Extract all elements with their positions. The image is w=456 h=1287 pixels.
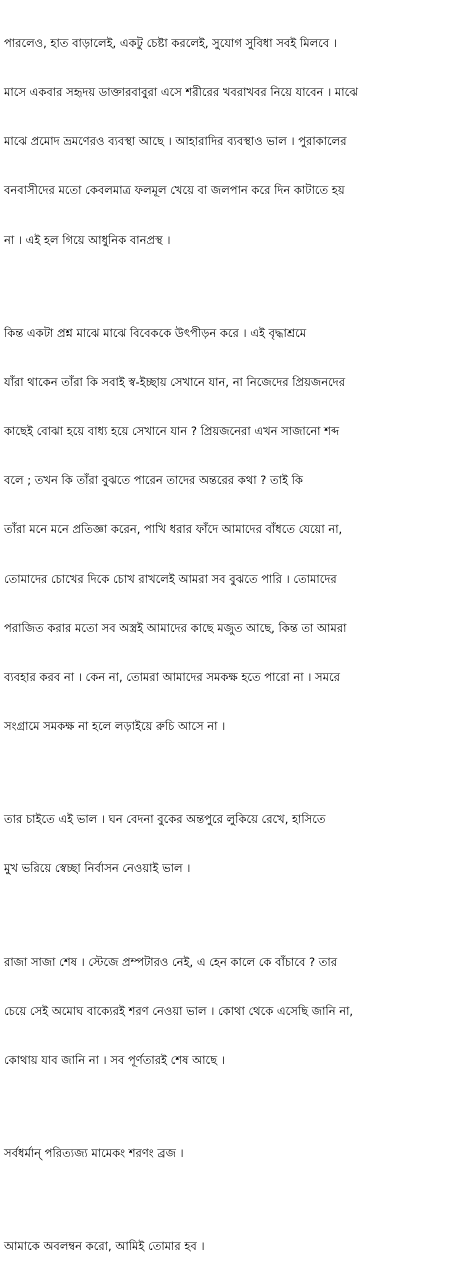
text-line: কিন্ত একটা প্রশ্ন মাঝে মাঝে বিবেককে উৎপীড়ন করে । এই বৃদ্ধাশ্রমে [4, 325, 307, 340]
paragraph-spacer [4, 281, 452, 292]
text-line: মাসে একবার সহৃদয় ডাক্তারবাবুরা এসে শরীরের খবরাখবর নিয়ে যাবেন । মাঝে [4, 85, 358, 100]
paragraph-spacer [4, 767, 452, 778]
text-line: তাঁরা মনে মনে প্রতিজ্ঞা করেন, পাখি ধরার ফাঁদে আমাদের বাঁধতে যেয়ো না, [4, 522, 343, 537]
paragraph-2 [4, 292, 452, 768]
text-line: যাঁরা থাকেন তাঁরা কি সবাই স্ব-ইচ্ছায় সেখানে যান, না নিজেদের প্রিয়জনদের [4, 374, 346, 389]
text-line: সংগ্রামে সমকক্ষ না হলে লড়াইয়ে রুচি আসে না । [4, 719, 226, 734]
text-line: বলে ; তখন কি তাঁরা বুঝতে পারেন তাদের অন্তরের কথা ? তাই কি [4, 473, 303, 488]
text-line: চেয়ে সেই অমোঘ বাক্যেরই শরণ নেওয়া ভাল । কোথা থেকে এসেছি জানি না, [4, 1003, 354, 1018]
paragraph-4 [4, 921, 452, 1101]
paragraph-1 [4, 2, 452, 281]
text-line: রাজা সাজা শেষ । স্টেজে প্রম্পটারও নেই, এ হেন কালে কে বাঁচাবে ? তার [4, 954, 338, 969]
text-line: মুখ ভরিয়ে স্বেচ্ছা নির্বাসন নেওয়াই ভাল । [4, 861, 191, 876]
paragraph-spacer [4, 910, 452, 921]
text-line: কোথায় যাব জানি না । সব পূর্ণতারই শেষ আছে । [4, 1052, 225, 1067]
paragraph-spacer [4, 1101, 452, 1112]
text-line: আমাকে অবলম্বন করো, আমিই তোমার হব । [4, 1238, 205, 1253]
text-line: পরাজিত করার মতো সব অস্ত্রই আমাদের কাছে মজুত আছে, কিন্ত তা আমরা [4, 620, 347, 635]
text-line: সর্বধর্মান্ পরিত্যজ্য মামেকং শরণং ব্রজ । [4, 1145, 184, 1160]
text-line: পারলেও, হাত বাড়ালেই, একটু চেষ্টা করলেই, সুযোগ সুবিধা সবই মিলবে । [4, 35, 337, 50]
text-line: না । এই হল গিয়ে আধুনিক বানপ্রস্থ । [4, 232, 171, 247]
text-line: তার চাইতে এই ভাল । ঘন বেদনা বুকের অন্তপুরে লুকিয়ে রেখে, হাসিতে [4, 812, 326, 827]
text-line: মাঝে প্রমোদ ভ্রমণেরও ব্যবস্থা আছে । আহারাদির ব্যবস্থাও ভাল । পুরাকালের [4, 134, 347, 149]
text-line: বনবাসীদের মতো কেবলমাত্র ফলমূল খেয়ে বা জলপান করে দিন কাটাতে হয় [4, 183, 345, 198]
text-line: কাছেই বোঝা হয়ে বাধ্য হয়ে সেখানে যান ? প্রিয়জনেরা এখন সাজানো শব্দ [4, 424, 340, 439]
text-line: ব্যবহার করব না । কেন না, তোমরা আমাদের সমকক্ষ হতে পারো না । সমরে [4, 670, 340, 685]
paragraph-spacer [4, 1194, 452, 1205]
paragraph-5-verse [4, 1112, 452, 1194]
text-line: তোমাদের চোখের দিকে চোখ রাখলেই আমরা সব বুঝতে পারি । তোমাদের [4, 571, 337, 586]
paragraph-6-translation [4, 1205, 452, 1287]
paragraph-3 [4, 778, 452, 909]
